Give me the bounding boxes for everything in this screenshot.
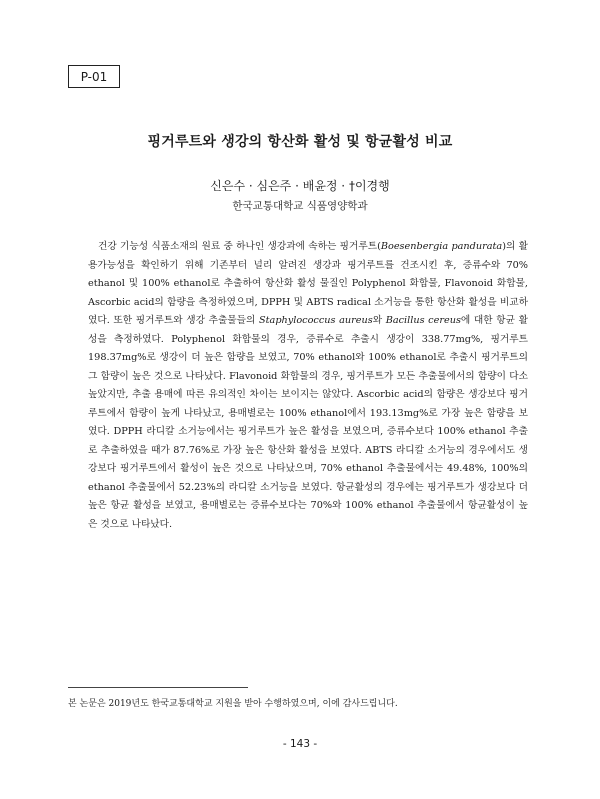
page-number: - 143 - (282, 738, 318, 750)
species-name: Boesenbergia pandurata (380, 241, 503, 252)
abstract-text: 에 대한 항균 활성을 측정하였다. Polyphenol 화합물의 경우, 증류수로 추출시 생강이 338.77mg%, 핑거루트 198.37mg%로 생강이 더 높은 함량을 보였고, 70% ethanol와 100% ethanol로 추출시 핑거루트의 그 함량이 높은 것으로 나타났다. Flavonoid 화합물의 경우, 핑거루트가 모든 추출물에서의 함량이 다소 높았지만, 추출 용매에 따른 유의적인 차이는 보이지는 않았다. Ascorbic acid의 함량은 생강보다 핑거루트에서 함량이 높게 나타났고, 용매별로는 100% ethanol에서 193.13mg%로 가장 높은 함량을 보였다. DPPH 라디칼 소거능에서는 핑거루트가 높은 활성을 보였으며, 증류수보다 100% ethanol 추출로 추출하였을 때가 87.76%로 가장 높은 항산화 활성을 보였다. ABTS 라디칼 소거능의 경우에서도 생강보다 핑거루트에서 활성이 높은 것으로 나타났으며, 70% ethanol 추출물에서는 49.48%, 100%의 ethanol 추출물에서 52.23%의 라디칼 소거능을 보였다. 항균활성의 경우에는 핑거루트가 생강보다 더 높은 항균 활성을 보였고, 용매별로는 증류수보다는 70%와 100% ethanol 추출물에서 항균활성이 높은 것으로 나타났다. (88, 315, 528, 530)
poster-number-badge: P-01 (68, 65, 120, 88)
paper-title: 핑거루트와 생강의 항산화 활성 및 항균활성 비교 (147, 134, 453, 150)
footnote-divider (68, 687, 248, 688)
abstract-text: 와 (372, 315, 386, 326)
abstract-text: )의 활용가능성을 확인하기 위해 기존부터 널리 알려진 생강과 핑거루트를 건조시킨 후, 증류수와 70% ethanol 및 100% ethanol로 추출하여 항산화 활성 물질인 Polyphenol 화합물, Flavonoid 화합물, Ascorbic acid의 함량을 측정하였으며, DPPH 및 ABTS radical 소거능을 통한 항산화 활성을 비교하였다. 또한 핑거루트와 생강 추출물들의 (88, 241, 528, 326)
species-name: Staphylococcus aureus (259, 315, 373, 326)
species-name: Bacillus cereus (385, 315, 461, 326)
affiliation: 한국교통대학교 식품영양학과 (232, 200, 368, 212)
abstract-text: 건강 기능성 식품소재의 원료 중 하나인 생강과에 속하는 핑거루트( (98, 241, 381, 252)
abstract-body (88, 238, 528, 534)
author-list: 신은수 · 심은주 · 배윤정 · †이경행 (210, 179, 390, 193)
acknowledgement-footnote: 본 논문은 2019년도 한국교통대학교 지원을 받아 수행하였으며, 이에 감사드립니다. (68, 699, 398, 709)
